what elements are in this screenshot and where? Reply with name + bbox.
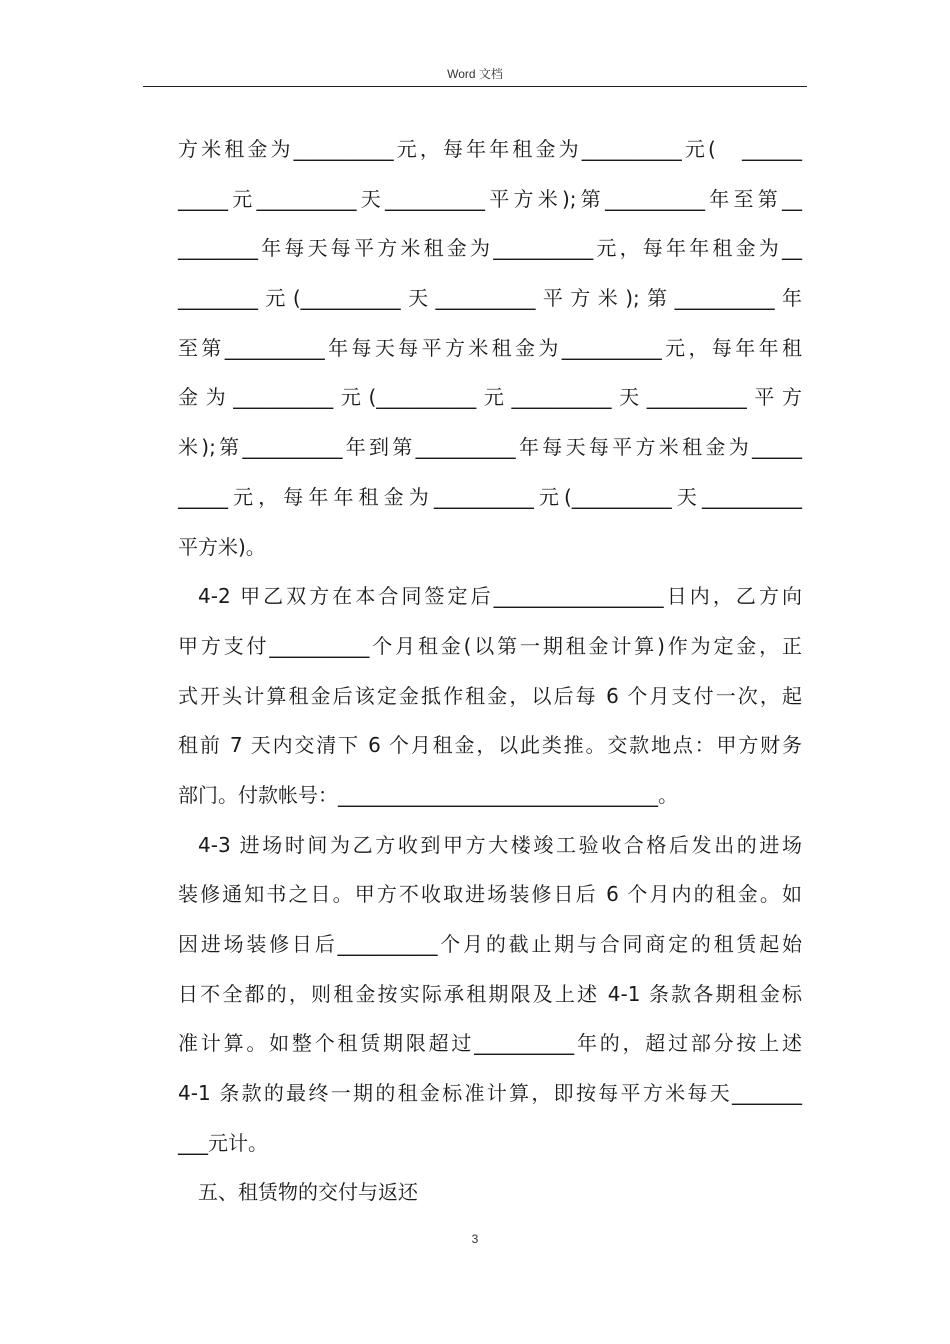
paragraph-line: ________年每天每平方米租金为__________元，每年年租金为__ [178, 236, 802, 261]
paragraph-line: 4-3 进场时间为乙方收到甲方大楼竣工验收合格后发出的进场 [198, 832, 802, 857]
document-body [178, 125, 802, 1218]
header-divider [143, 86, 807, 87]
paragraph-line: _____元__________天__________平方米);第__________年至第__ [178, 186, 802, 211]
paragraph-line: ________元(__________天__________平方米);第__________年 [178, 286, 802, 311]
paragraph-line: 米);第__________年到第__________年每天每平方米租金为_____ [178, 435, 802, 460]
paragraph-line: 方米租金为__________元，每年年租金为__________元( ______ [178, 137, 802, 161]
paragraph-line: 4-2 甲乙双方在本合同签定后_________________日内，乙方向 [198, 584, 802, 609]
paragraph-line: 式开头计算租金后该定金抵作租金，以后每 6 个月支付一次，起 [178, 683, 802, 708]
page-number: 3 [471, 1232, 479, 1246]
paragraph-line: 部门。付款帐号：________________________________。 [178, 782, 678, 807]
paragraph-line: _____元，每年年租金为__________元(__________天__________ [178, 484, 802, 509]
paragraph-line: 租前 7 天内交清下 6 个月租金，以此类推。交款地点：甲方财务 [178, 733, 802, 758]
paragraph-line: 平方米)。 [178, 534, 266, 559]
paragraph-line: 日不全都的，则租金按实际承租期限及上述 4-1 条款各期租金标 [178, 981, 802, 1006]
paragraph-line: 装修通知书之日。甲方不收取进场装修日后 6 个月内的租金。如 [178, 882, 802, 907]
paragraph-line: 准计算。如整个租赁期限超过__________年的，超过部分按上述 [178, 1031, 802, 1056]
paragraph-line: 甲方支付__________个月租金(以第一期租金计算)作为定金，正 [178, 633, 802, 658]
paragraph-line: 金为__________元(__________元__________天__________平方 [178, 385, 802, 410]
paragraph-line: 因进场装修日后__________个月的截止期与合同商定的租赁起始 [178, 932, 802, 956]
paragraph-line: 至第__________年每天每平方米租金为__________元，每年年租 [178, 335, 802, 360]
paragraph-line: ___元计。 [178, 1130, 268, 1155]
paragraph-line: 4-1 条款的最终一期的租金标准计算，即按每平方米每天_______ [178, 1081, 802, 1106]
document-header: Word 文档 [447, 67, 503, 81]
section-heading: 五、租赁物的交付与返还 [198, 1180, 418, 1205]
